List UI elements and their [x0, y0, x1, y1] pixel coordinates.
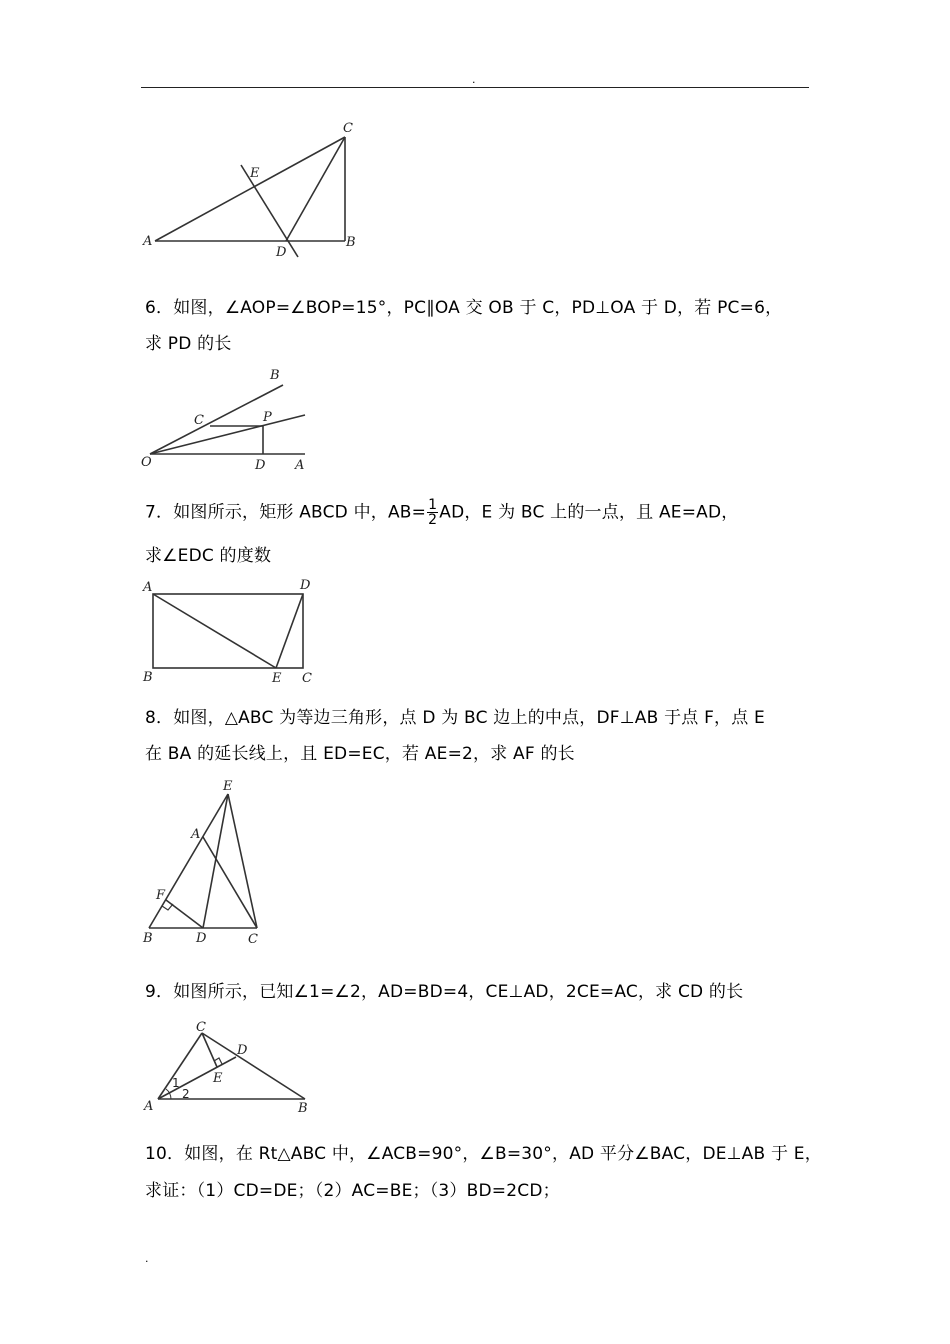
fig6-label-d: D [255, 458, 266, 473]
fig8-label-c: C [248, 932, 258, 947]
figure-5 [140, 115, 370, 265]
fig9-label-b: B [298, 1101, 308, 1116]
fig5-label-c: C [343, 121, 353, 136]
footer-dot: . [145, 1252, 149, 1265]
fig6-label-o: O [141, 455, 152, 470]
fig9-label-a: A [144, 1099, 154, 1114]
q7-line-1-end: AD，E 为 BC 上的一点，且 AE=AD， [439, 502, 739, 523]
q6-line-2: 求 PD 的长 [145, 334, 232, 354]
q7-line-1 [145, 498, 738, 527]
q7-fraction-numerator: 1 [428, 497, 438, 513]
fig6-ray-op [150, 415, 305, 454]
q7-line-1-start: 7．如图所示，矩形 ABCD 中，AB= [145, 502, 427, 523]
fig9-label-d: D [237, 1043, 248, 1058]
fig5-label-d: D [276, 245, 287, 260]
fig9-seg-ac [158, 1033, 202, 1099]
figure-9 [140, 1016, 315, 1116]
fig7-seg-de [276, 594, 303, 668]
q8-line-1: 8．如图，△ABC 为等边三角形，点 D 为 BC 边上的中点，DF⊥AB 于点 F，点 E [145, 708, 765, 728]
fig8-seg-ec [228, 794, 257, 928]
header-rule [141, 87, 809, 88]
fig8-label-e: E [223, 779, 233, 794]
fig5-label-b: B [346, 235, 356, 250]
q9-line-1: 9．如图所示，已知∠1=∠2，AD=BD=4，CE⊥AD，2CE=AC，求 CD 的长 [145, 982, 744, 1002]
header-dot: . [472, 73, 476, 86]
fig8-label-f: F [156, 888, 166, 903]
fig5-label-e: E [250, 166, 260, 181]
fig5-label-a: A [143, 234, 153, 249]
fig9-label-c: C [196, 1020, 206, 1035]
fig7-label-d: D [300, 578, 311, 593]
fig7-label-a: A [143, 580, 153, 595]
q10-line-2: 求证：（1）CD=DE；（2）AC=BE；（3）BD=2CD； [145, 1181, 560, 1201]
figure-8 [140, 776, 275, 951]
q7-fraction [427, 498, 438, 527]
fig5-seg-ac [155, 137, 345, 241]
fig7-label-b: B [143, 670, 153, 685]
fig9-label-e: E [213, 1071, 223, 1086]
q7-line-2: 求∠EDC 的度数 [145, 546, 272, 566]
fig6-label-p: P [263, 410, 272, 425]
fig7-label-e: E [272, 671, 282, 686]
fig7-label-c: C [302, 671, 312, 686]
fig8-label-a: A [191, 827, 201, 842]
fig6-label-c: C [194, 413, 204, 428]
fig7-seg-ae [153, 594, 276, 668]
figure-7 [140, 574, 320, 689]
fig6-label-b: B [270, 368, 280, 383]
q6-line-1: 6．如图，∠AOP=∠BOP=15°，PC∥OA 交 OB 于 C，PD⊥OA 于 D，若 PC=6， [145, 298, 783, 318]
q8-line-2: 在 BA 的延长线上，且 ED=EC，若 AE=2，求 AF 的长 [145, 744, 575, 764]
fig8-label-b: B [143, 931, 153, 946]
fig6-label-a: A [295, 458, 305, 473]
fig8-seg-df [166, 900, 203, 928]
fig9-label-angle-1: 1 [172, 1076, 180, 1090]
fig9-seg-cb [202, 1033, 305, 1099]
q10-line-1: 10．如图，在 Rt△ABC 中，∠ACB=90°，∠B=30°，AD 平分∠BAC，DE⊥AB 于 E， [145, 1144, 822, 1164]
fig9-label-angle-2: 2 [182, 1087, 190, 1101]
figure-6 [138, 365, 313, 475]
q7-fraction-denominator: 2 [428, 512, 438, 528]
fig8-label-d: D [196, 931, 207, 946]
